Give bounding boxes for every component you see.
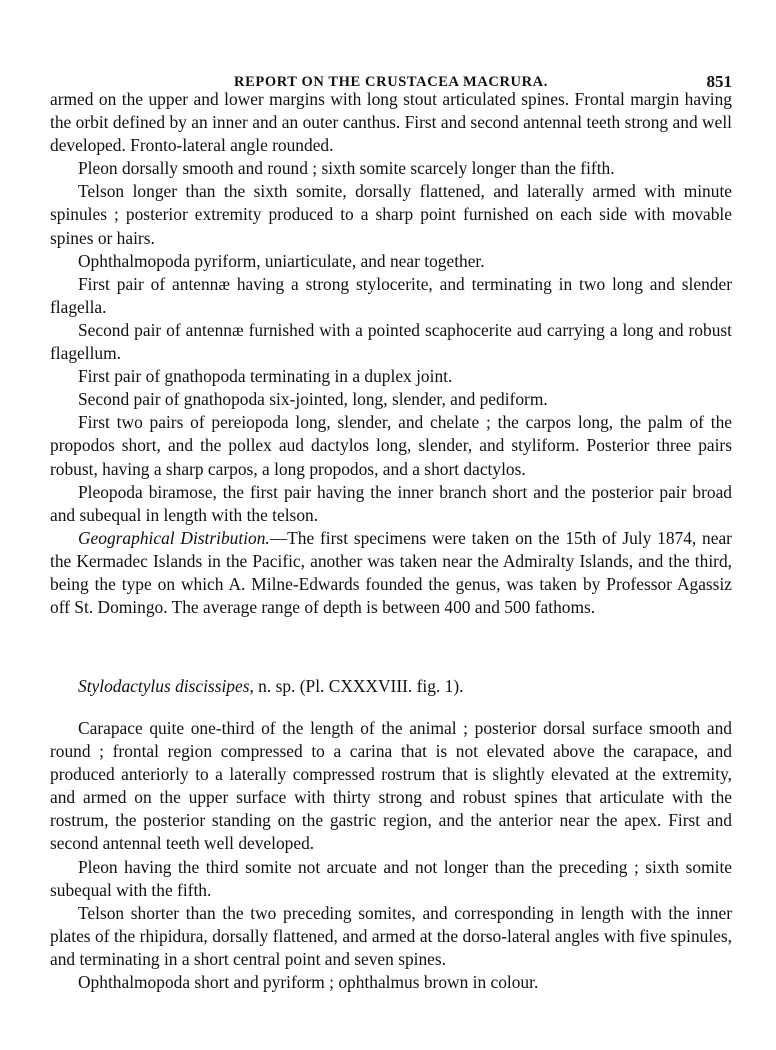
running-title: REPORT ON THE CRUSTACEA MACRURA. [234,74,548,90]
section-genus-description [50,88,732,619]
paragraph: Pleon having the third somite not arcuate and not longer than the preceding ; sixth somite subequal with the fifth. [50,856,732,900]
paragraph: Pleopoda biramose, the first pair having the inner branch short and the posterior pair broad and subequal in length with the telson. [50,481,732,525]
paragraph: Second pair of gnathopoda six-jointed, long, slender, and pediform. [78,389,548,410]
paragraph: Ophthalmopoda short and pyriform ; ophthalmus brown in colour. [78,972,539,993]
paragraph: First pair of gnathopoda terminating in a duplex joint. [78,366,453,387]
paragraph: Second pair of antennæ furnished with a pointed scaphocerite aud carrying a long and robust flagellum. [50,319,732,364]
paragraph: Telson longer than the sixth somite, dorsally flattened, and laterally armed with minute spinules ; posterior extremity produced to a sharp point furnished on each side with movable spines or hairs. [50,181,732,248]
paragraph: Carapace quite one-third of the length of the animal ; posterior dorsal surface smooth and round ; frontal region compressed to a carina that is not elevated above the carapace, and produced anteriorly to a laterally compressed rostrum that is slightly elevated at the extremity, and armed on the upper surface with thirty strong and robust spines that articulate with the rostrum, the posterior standing on the gastric region, and the anterior near the apex. First and second antennal teeth well developed. [50,718,732,854]
geographical-distribution-paragraph [50,527,732,619]
section-species-description [50,717,732,994]
geo-text: —The first specimens were taken on the 15th of July 1874, near the Kermadec Islands in the Pacific, another was taken near the Admiralty Islands, and the third, being the type on which A. Milne-Edwards founded the genus, was taken by Professor Agassiz off St. Domingo. The average range of depth is between 400 and 500 fathoms. [50,527,732,618]
geo-label: Geographical Distribution. [78,527,270,548]
species-name: Stylodactylus discissipes [78,676,250,696]
paragraph: Pleon dorsally smooth and round ; sixth somite scarcely longer than the fifth. [78,158,615,179]
page-number: 851 [706,72,732,91]
paragraph: First two pairs of pereiopoda long, slender, and chelate ; the carpos long, the palm of the propodos short, and the pollex aud dactylos long, slender, and styliform. Posterior three pairs robust, having a sharp carpos, a long propodos, and a short dactylos. [50,412,732,479]
species-plate-ref: , n. sp. (Pl. CXXXVIII. fig. 1). [249,676,464,696]
paragraph: Ophthalmopoda pyriform, uniarticulate, and near together. [78,250,485,271]
paragraph: armed on the upper and lower margins with long stout articulated spines. Frontal margin having the orbit defined by an inner and an outer canthus. First and second antennal teeth strong and well developed. Fronto-lateral angle rounded. [50,89,732,156]
paragraph: First pair of antennæ having a strong stylocerite, and terminating in two long and slender flagella. [50,273,732,317]
species-heading [78,676,463,697]
paragraph: Telson shorter than the two preceding somites, and corresponding in length with the inner plates of the rhipidura, dorsally flattened, and armed at the dorso-lateral angles with five spinules, and terminating in a short central point and seven spines. [50,902,732,969]
